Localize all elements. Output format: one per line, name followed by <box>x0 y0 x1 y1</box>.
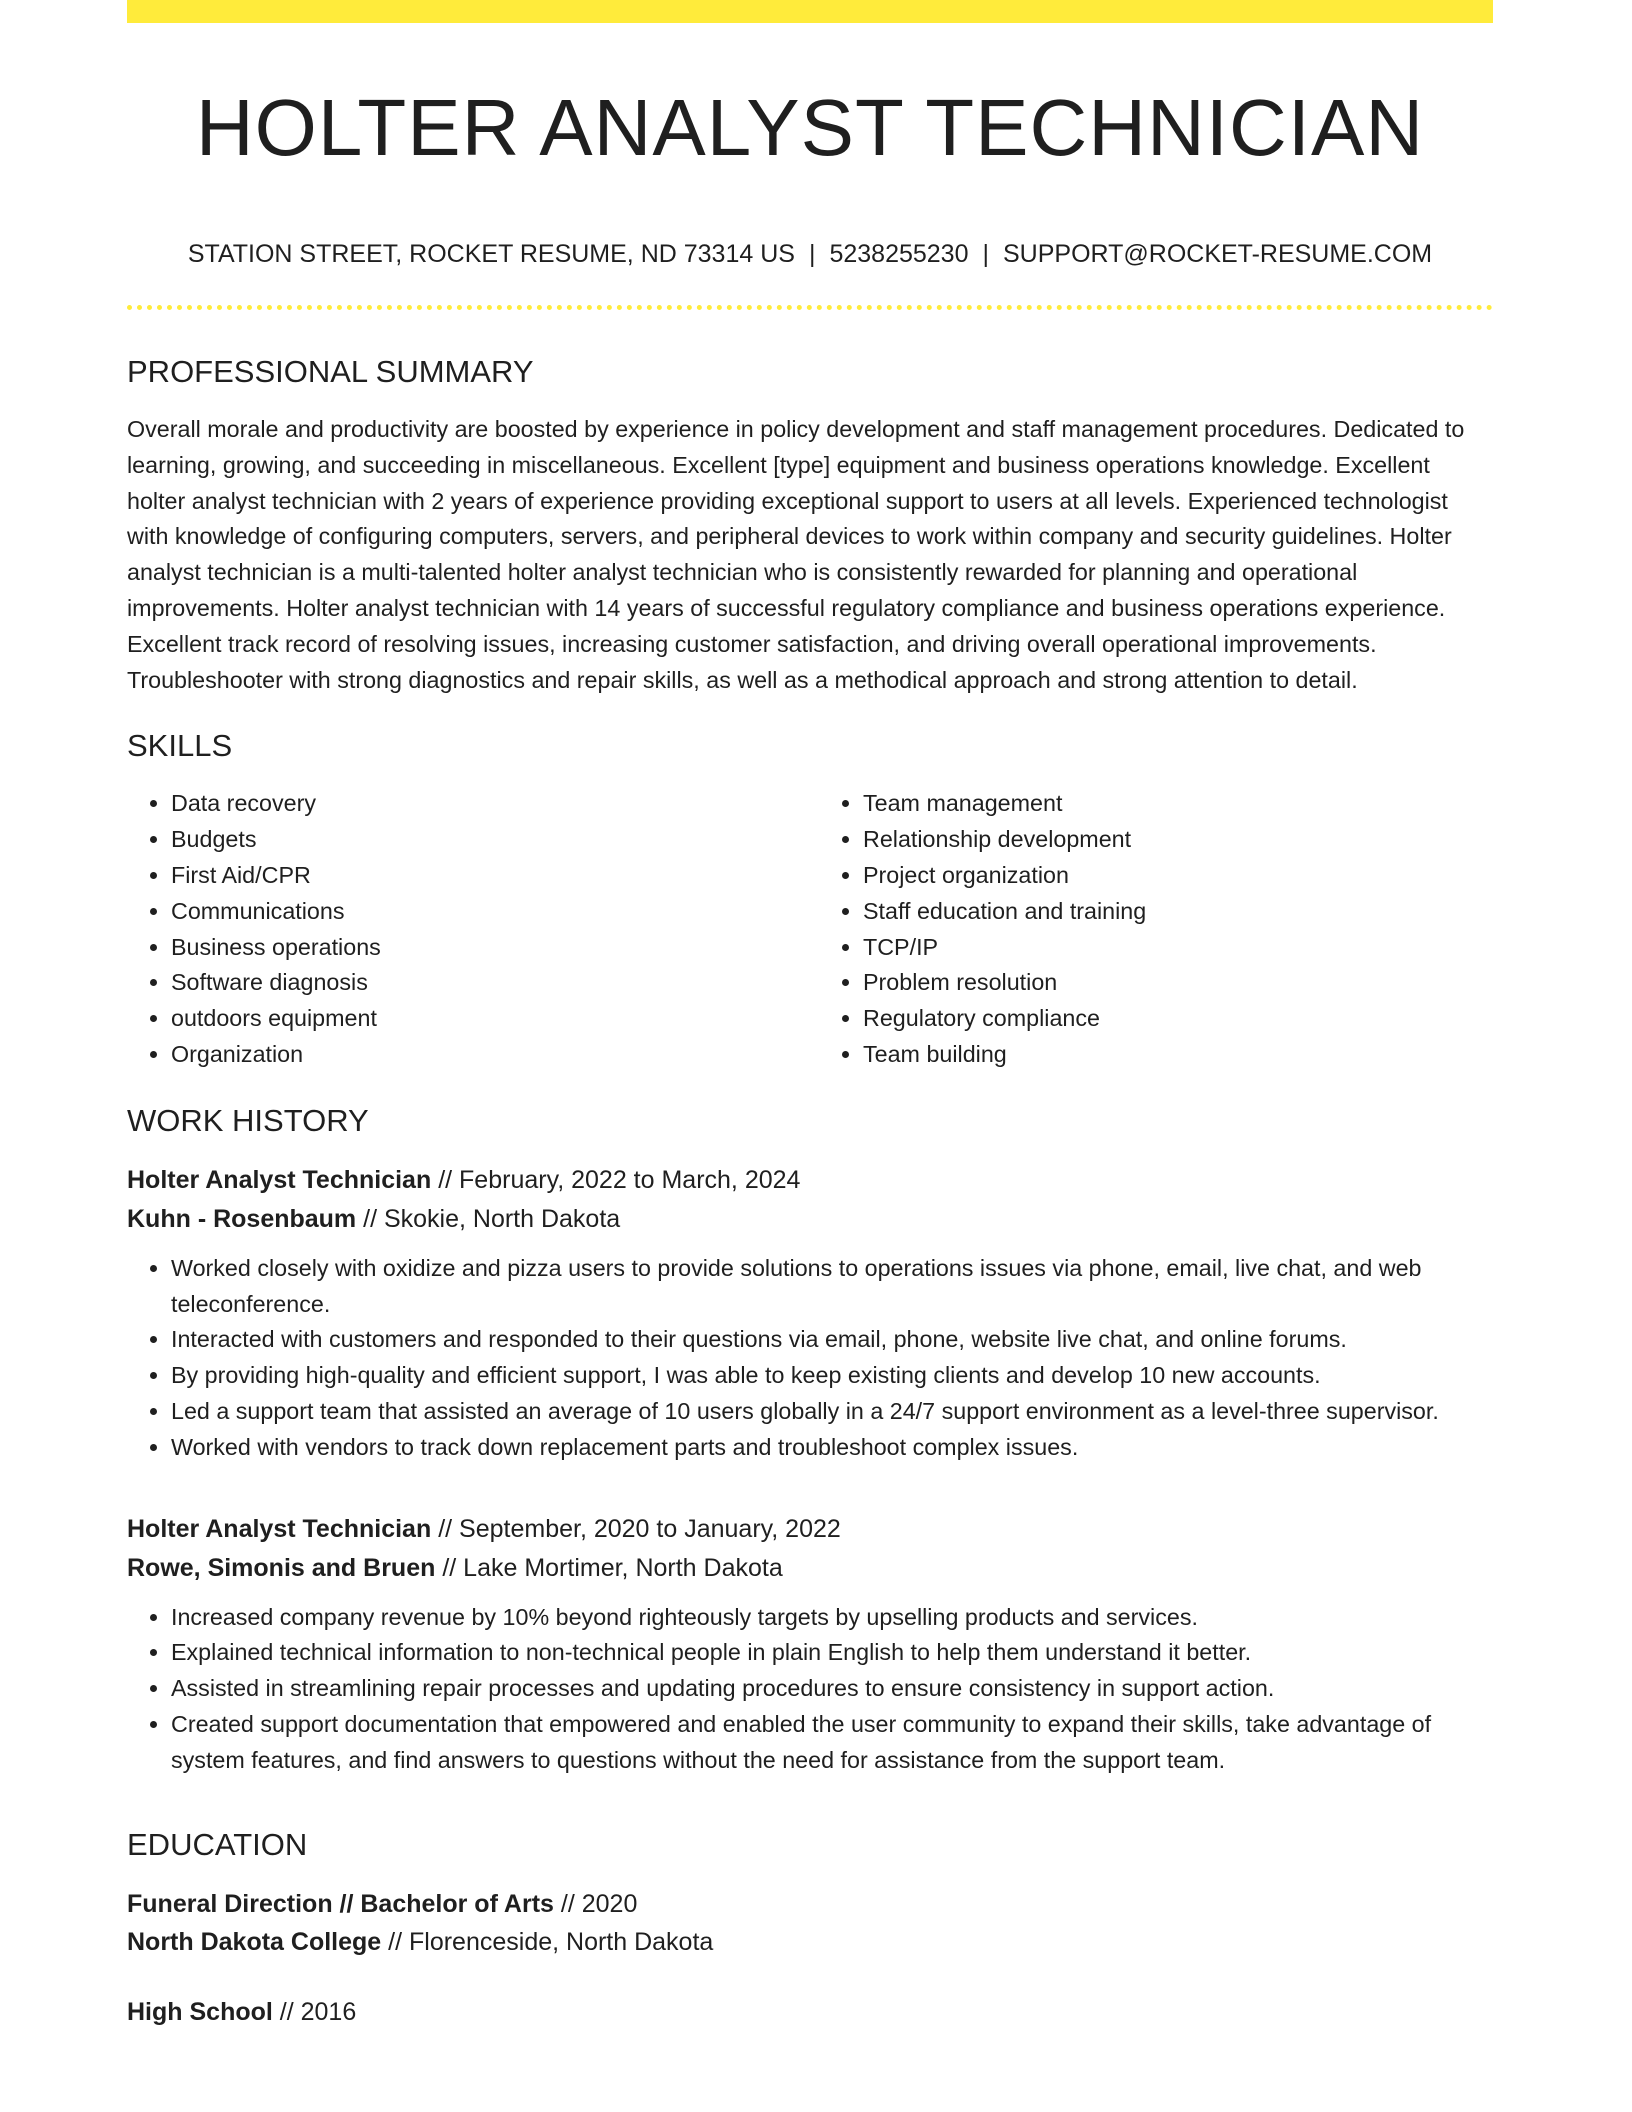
skill-item: • TCP/IP <box>863 930 1493 966</box>
job-dates: // February, 2022 to March, 2024 <box>438 1165 801 1194</box>
skill-item: • Organization <box>171 1037 801 1073</box>
job-entry <box>127 1161 1493 1466</box>
job-bullet: • Created support documentation that empowered and enabled the user community to expand their skills, take advantage of system features, and find answers to questions without the need for assistance from the support team. <box>171 1707 1493 1779</box>
job-bullet: • Led a support team that assisted an average of 10 users globally in a 24/7 support environment as a level-three supervisor. <box>171 1394 1493 1430</box>
job-title-line <box>127 1161 1493 1200</box>
job-bullet: • Interacted with customers and responded to their questions via email, phone, website live chat, and online forums. <box>171 1322 1493 1358</box>
job-company: Kuhn - Rosenbaum <box>127 1204 357 1233</box>
skill-item: • Regulatory compliance <box>863 1001 1493 1037</box>
summary-section <box>127 350 1493 698</box>
education-year: // 2020 <box>560 1889 638 1918</box>
skills-list-right <box>819 786 1493 1072</box>
skill-item: • First Aid/CPR <box>171 858 801 894</box>
summary-text: Overall morale and productivity are boosted by experience in policy development and staff management procedures. Dedicated to learning, growing, and succeeding in miscellaneous. Excellent [type] equipment and business operations knowledge. Excellent holter analyst technician with 2 years of experience providing exceptional support to users at all levels. Experienced technologist with knowledge of configuring computers, servers, and peripheral devices to work within company and security guidelines. Holter analyst technician is a multi-talented holter analyst technician who is consistently rewarded for planning and operational improvements. Holter analyst technician with 14 years of successful regulatory compliance and business operations experience. Excellent track record of resolving issues, increasing customer satisfaction, and driving overall operational improvements. Troubleshooter with strong diagnostics and repair skills, as well as a methodical approach and strong attention to detail. <box>127 416 1465 693</box>
education-location: // Florenceside, North Dakota <box>388 1927 714 1956</box>
education-school: North Dakota College <box>127 1927 382 1956</box>
job-dates: // September, 2020 to January, 2022 <box>438 1514 841 1543</box>
work-history-section <box>127 1099 1493 1779</box>
skill-item: • outdoors equipment <box>171 1001 801 1037</box>
contact-address: STATION STREET, ROCKET RESUME, ND 73314 US <box>187 240 795 268</box>
section-title: SKILLS <box>127 728 233 764</box>
dotted-divider <box>127 305 1493 310</box>
job-bullet: • Explained technical information to non-technical people in plain English to help them understand it better. <box>171 1635 1493 1671</box>
top-accent-bar <box>127 0 1493 23</box>
job-bullet: • By providing high-quality and efficient support, I was able to keep existing clients and develop 10 new accounts. <box>171 1358 1493 1394</box>
job-company-line <box>127 1549 1493 1588</box>
contact-separator: | <box>982 240 989 268</box>
skill-item: • Project organization <box>863 858 1493 894</box>
education-section <box>127 1823 1493 2031</box>
resume-content <box>127 350 1493 2063</box>
section-title: WORK HISTORY <box>127 1102 369 1138</box>
education-entry <box>127 1885 1493 1961</box>
skill-item: • Problem resolution <box>863 965 1493 1001</box>
skill-item: • Budgets <box>171 822 801 858</box>
job-location: // Skokie, North Dakota <box>363 1204 621 1233</box>
skill-item: • Staff education and training <box>863 894 1493 930</box>
education-entry <box>127 1993 1493 2031</box>
education-degree-line <box>127 1885 1493 1923</box>
skills-section <box>127 724 1493 1072</box>
job-bullets <box>127 1600 1493 1779</box>
job-bullet: • Assisted in streamlining repair processes and updating procedures to ensure consistency in support action. <box>171 1671 1493 1707</box>
skill-item: • Communications <box>171 894 801 930</box>
contact-line <box>127 234 1493 274</box>
candidate-name: HOLTER ANALYST TECHNICIAN <box>195 83 1425 172</box>
skills-grid <box>127 786 1493 1072</box>
job-bullet: • Increased company revenue by 10% beyond righteously targets by upselling products and services. <box>171 1600 1493 1636</box>
contact-phone: 5238255230 <box>829 240 969 268</box>
education-degree: High School <box>127 1997 273 2026</box>
job-role: Holter Analyst Technician <box>127 1165 432 1194</box>
education-year: // 2016 <box>279 1997 357 2026</box>
job-location: // Lake Mortimer, North Dakota <box>442 1553 783 1582</box>
section-title: EDUCATION <box>127 1826 308 1862</box>
job-role: Holter Analyst Technician <box>127 1514 432 1543</box>
skill-item: • Relationship development <box>863 822 1493 858</box>
job-bullet: • Worked with vendors to track down replacement parts and troubleshoot complex issues. <box>171 1430 1493 1466</box>
job-bullet: • Worked closely with oxidize and pizza users to provide solutions to operations issues via phone, email, live chat, and web teleconference. <box>171 1251 1493 1323</box>
skill-item: • Business operations <box>171 930 801 966</box>
skill-item: • Team building <box>863 1037 1493 1073</box>
job-title-line <box>127 1510 1493 1549</box>
education-school-line <box>127 1923 1493 1961</box>
skills-list-left <box>127 786 801 1072</box>
section-title: PROFESSIONAL SUMMARY <box>127 354 534 389</box>
contact-separator: | <box>808 240 816 268</box>
job-company-line <box>127 1200 1493 1239</box>
skill-item: • Data recovery <box>171 786 801 822</box>
job-bullets <box>127 1251 1493 1466</box>
job-entry <box>127 1510 1493 1779</box>
skill-item: • Team management <box>863 786 1493 822</box>
job-company: Rowe, Simonis and Bruen <box>127 1553 436 1582</box>
education-degree: Funeral Direction // Bachelor of Arts <box>127 1889 554 1918</box>
education-degree-line <box>127 1993 1493 2031</box>
contact-email: SUPPORT@ROCKET-RESUME.COM <box>1003 240 1433 268</box>
skill-item: • Software diagnosis <box>171 965 801 1001</box>
